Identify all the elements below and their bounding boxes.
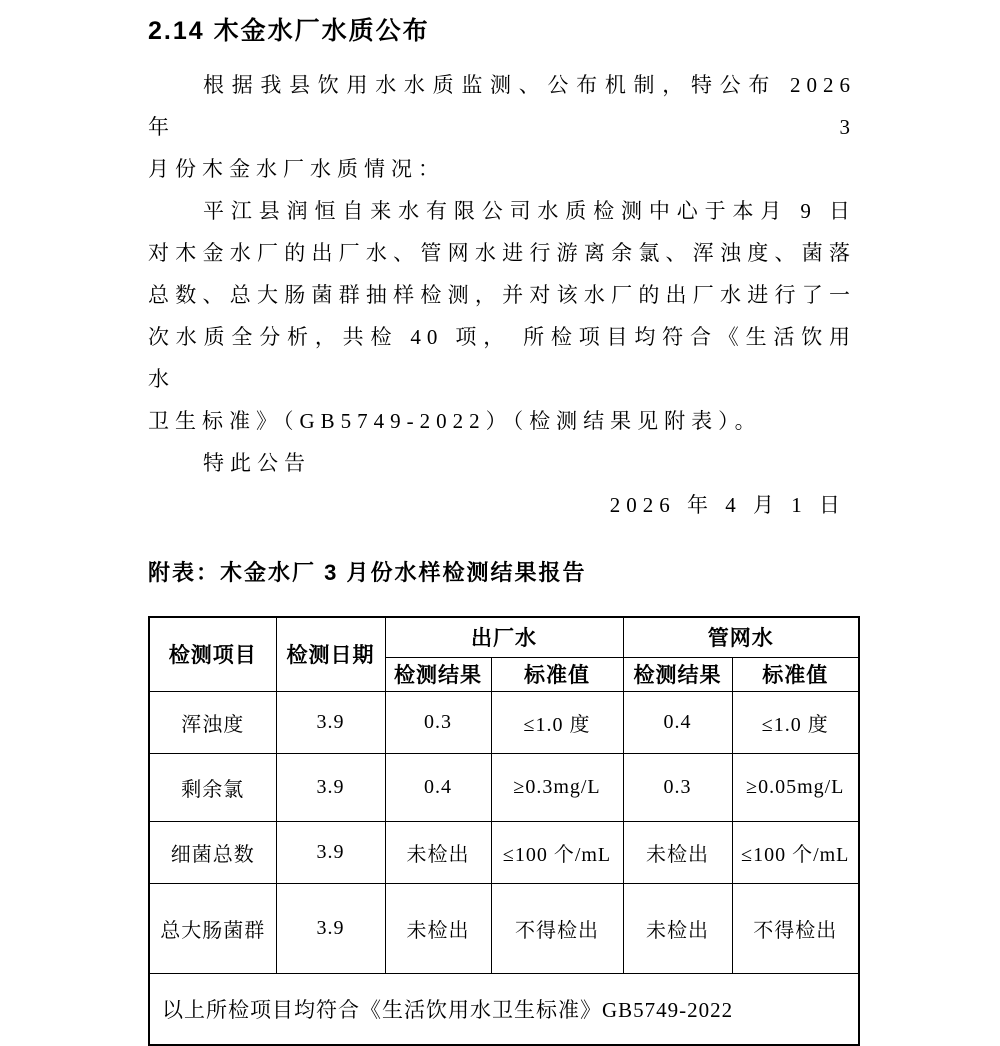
table-row (149, 821, 859, 883)
cell-pipe-standard: ≥0.05mg/L (732, 753, 859, 821)
cell-item: 剩余氯 (149, 753, 276, 821)
section-heading: 2.14 木金水厂水质公布 (148, 17, 430, 45)
cell-pipe-result: 0.3 (623, 753, 732, 821)
header-cell-pipe-result: 检测结果 (623, 657, 732, 691)
cell-pipe-result: 未检出 (623, 821, 732, 883)
table-footnote: 以上所检项目均符合《生活饮用水卫生标准》GB5749-2022 (149, 973, 859, 1045)
cell-date: 3.9 (276, 883, 385, 973)
header-cell-item: 检测项目 (149, 617, 276, 691)
cell-item: 总大肠菌群 (149, 883, 276, 973)
cell-date: 3.9 (276, 691, 385, 753)
text-line: 次水质全分析，共检 40 项， 所检项目均符合《生活饮用水 (148, 325, 856, 391)
table-footnote-row (149, 973, 859, 1045)
text-line: 根据我县饮用水水质监测、公布机制，特公布 2026 年 3 (148, 73, 856, 139)
document-content (148, 0, 856, 1046)
cell-factory-standard: ≥0.3mg/L (491, 753, 623, 821)
cell-factory-standard: ≤100 个/mL (491, 821, 623, 883)
text-line: 对木金水厂的出厂水、管网水进行游离余氯、浑浊度、菌落 (148, 241, 856, 265)
cell-pipe-standard: ≤1.0 度 (732, 691, 859, 753)
paragraph-intro (148, 64, 856, 190)
table-header-row-top (149, 617, 859, 657)
header-cell-pipe-standard: 标准值 (732, 657, 859, 691)
table-row (149, 883, 859, 973)
table-caption: 附表：木金水厂 3 月份水样检测结果报告 (148, 560, 587, 585)
cell-date: 3.9 (276, 821, 385, 883)
cell-pipe-result: 未检出 (623, 883, 732, 973)
table-row (149, 753, 859, 821)
date-line: 2026 年 4 月 1 日 (609, 493, 846, 517)
paragraph-body (148, 190, 856, 442)
text-line: 平江县润恒自来水有限公司水质检测中心于本月 9 日 (203, 199, 856, 223)
closing-line: 特此公告 (203, 451, 311, 475)
text-line: 总数、总大肠菌群抽样检测，并对该水厂的出厂水进行了一 (148, 283, 856, 307)
cell-factory-standard: ≤1.0 度 (491, 691, 623, 753)
text-line: 月份木金水厂水质情况： (148, 157, 445, 181)
table-row (149, 691, 859, 753)
cell-item: 浑浊度 (149, 691, 276, 753)
header-cell-factory-water: 出厂水 (385, 617, 623, 657)
cell-factory-result: 0.4 (385, 753, 491, 821)
cell-pipe-standard: 不得检出 (732, 883, 859, 973)
header-cell-factory-standard: 标准值 (491, 657, 623, 691)
header-cell-date: 检测日期 (276, 617, 385, 691)
cell-date: 3.9 (276, 753, 385, 821)
header-cell-pipe-water: 管网水 (623, 617, 859, 657)
cell-factory-result: 未检出 (385, 821, 491, 883)
water-quality-table (148, 616, 860, 1046)
text-line: 卫生标准》（GB5749-2022）（检测结果见附表）。 (148, 409, 762, 433)
cell-factory-result: 未检出 (385, 883, 491, 973)
cell-factory-standard: 不得检出 (491, 883, 623, 973)
cell-pipe-standard: ≤100 个/mL (732, 821, 859, 883)
cell-pipe-result: 0.4 (623, 691, 732, 753)
cell-factory-result: 0.3 (385, 691, 491, 753)
header-cell-factory-result: 检测结果 (385, 657, 491, 691)
cell-item: 细菌总数 (149, 821, 276, 883)
